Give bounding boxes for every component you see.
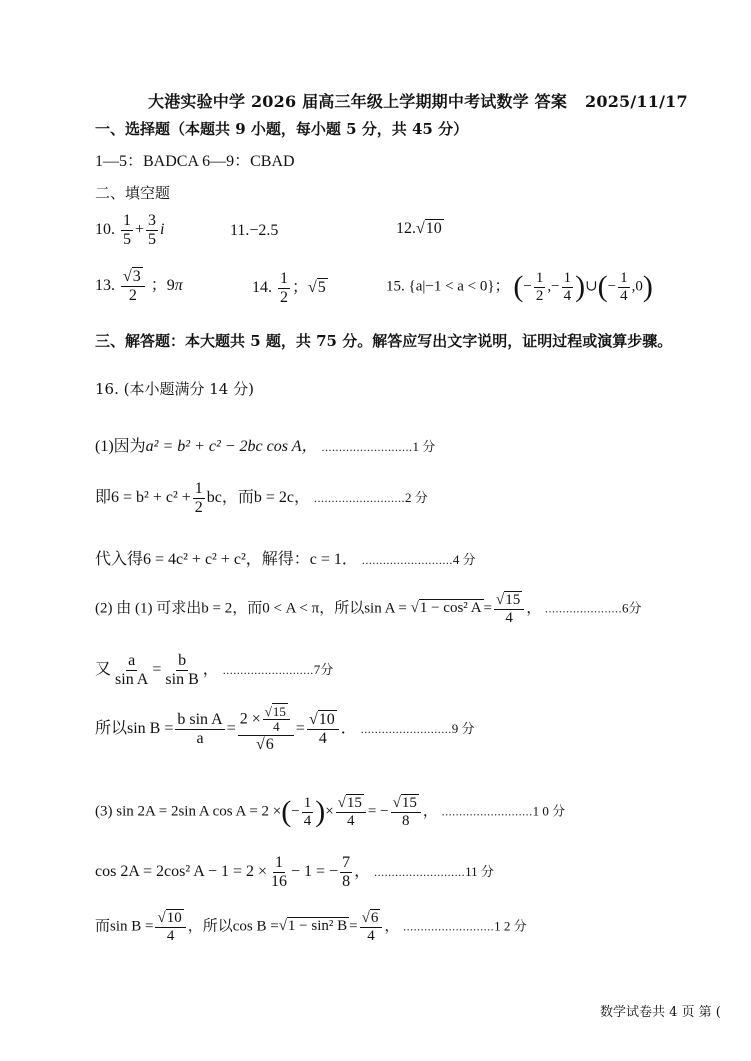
- q16-step4: (2) 由 (1) 可求出b = 2，而0 < A < π，所以sin A = √1 − cos² A = $\frac{√15}{4}$ ， ......................6分: [95, 592, 642, 626]
- section3-heading: 三、解答题：本大题共 5 题，共 75 分。解答应写出文字说明，证明过程或演算步骤。: [95, 332, 673, 350]
- answer-q11: 11.−2.5: [230, 222, 279, 239]
- q16-step1: (1)因为a² = b² + c² − 2bc cos A， ..........................1 分: [95, 438, 436, 455]
- q16-step6: 所以sin B = $\frac{\text{b sin A}}{a}$ = 2 × $\frac{√15}{4}$ √6 = $\frac{√10}{4}$ ． ..........................9 分: [95, 704, 475, 753]
- answer-q13: 13. $\frac{√3}{2}$ ；9π: [95, 268, 183, 304]
- q16-step9: 而sin B = $\frac{√10}{4}$ ，所以cos B =√1 − sin² B = $\frac{√6}{4}$ ， ..........................1 2 分: [95, 910, 527, 944]
- exam-date: 2025/11/17: [585, 92, 688, 111]
- q16-step7: (3) sin 2A = 2sin A cos A = 2 ×(− $\frac{1}{4}$ )× $\frac{√15}{4}$ = − $\frac{√15}{8}$ ， ..........................1 0 分: [95, 795, 566, 829]
- page-title: 大港实验中学 2026 届高三年级上学期期中考试数学 答案 2025/11/17: [148, 92, 688, 111]
- answer-q12: 12.√10: [396, 220, 442, 237]
- q16-step8: cos 2A = 2cos² A − 1 = 2 × $\frac{1}{16}$ − 1 = − $\frac{7}{8}$ ， ..........................11 分: [95, 854, 494, 890]
- answer-q15: 15. {a|−1 < a < 0}； (− $\frac{1}{2}$ ,− $\frac{1}{4}$ )∪(− $\frac{1}{4}$ ,0): [386, 270, 653, 304]
- q16-step5: 又 $\frac{a}{\text{sin A}}$ = $\frac{b}{\text{sin B}}$ ， ..........................7分: [95, 652, 334, 688]
- q16-step2: 即6 = b² + c² + $\frac{1}{2}$ bc，而b = 2c， ..........................2 分: [95, 480, 428, 516]
- choice-answers: 1—5：BADCA 6—9：CBAD: [95, 153, 295, 170]
- answer-q10: 10. $\frac{1}{5}$ + $\frac{3}{5}$ i: [95, 212, 165, 248]
- q16-step3: 代入得6 = 4c² + c² + c²，解得：c = 1． ..........................4 分: [95, 551, 476, 568]
- section2-heading: 二、填空题: [95, 184, 171, 202]
- q16-heading: 16. (本小题满分 14 分): [95, 380, 254, 398]
- section1-heading: 一、选择题（本题共 9 小题，每小题 5 分，共 45 分）: [95, 120, 469, 138]
- page-footer: 数学试卷共 4 页 第 (: [600, 1005, 721, 1020]
- answer-q14: 14. $\frac{1}{2}$ ；√5: [252, 270, 326, 306]
